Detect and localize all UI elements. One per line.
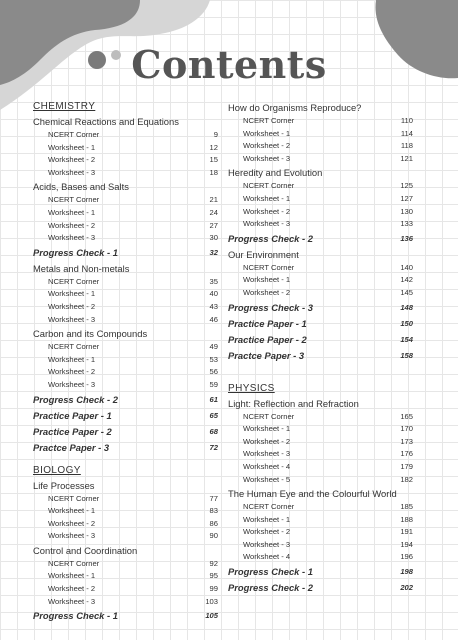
entry-label: Worksheet - 2 — [48, 518, 96, 528]
toc-subentry — [228, 539, 413, 552]
page-number: 127 — [400, 193, 413, 203]
toc-subentry — [228, 218, 413, 231]
chapter-title — [228, 396, 413, 411]
toc-right-column — [228, 100, 413, 596]
chapter-title — [228, 247, 413, 262]
page-number: 40 — [209, 289, 218, 299]
toc-subentry — [228, 206, 413, 219]
page-number: 136 — [400, 233, 413, 243]
toc-subentry — [228, 153, 413, 166]
section-heading — [33, 464, 218, 478]
entry-label: Progress Check - 2 — [228, 582, 313, 594]
entry-label: NCERT Corner — [48, 493, 100, 503]
page-number: 99 — [209, 584, 218, 594]
entry-label: NCERT Corner — [243, 411, 295, 421]
entry-label: The Human Eye and the Colourful World — [228, 488, 397, 500]
entry-label: Worksheet - 2 — [48, 367, 96, 377]
chapter-title — [33, 478, 218, 493]
page-number: 198 — [400, 567, 413, 577]
entry-label: Worksheet - 3 — [48, 596, 96, 606]
chapter-title — [228, 486, 413, 501]
toc-subentry — [33, 493, 218, 506]
page-title: Contents — [131, 42, 327, 87]
entry-label: Worksheet - 2 — [243, 141, 291, 151]
section-heading — [228, 382, 413, 396]
entry-label: NCERT Corner — [48, 195, 100, 205]
toc-subentry — [228, 128, 413, 141]
page-number: 142 — [400, 275, 413, 285]
page-number: 140 — [400, 262, 413, 272]
toc-subentry — [33, 558, 218, 571]
entry-label: Worksheet - 3 — [48, 531, 96, 541]
entry-label: Worksheet - 1 — [243, 193, 291, 203]
page-number: 150 — [400, 318, 413, 328]
toc-subentry — [228, 526, 413, 539]
toc-subentry — [228, 423, 413, 436]
entry-label: Worksheet - 1 — [48, 142, 96, 152]
page-number: 202 — [400, 583, 413, 593]
chapter-title — [33, 261, 218, 276]
page-number: 53 — [209, 354, 218, 364]
toc-subentry — [33, 154, 218, 167]
page-number: 148 — [400, 302, 413, 312]
toc-subentry — [33, 341, 218, 354]
spacer — [33, 456, 218, 464]
toc-subentry — [33, 194, 218, 207]
page-number: 103 — [205, 596, 218, 606]
entry-label: Worksheet - 3 — [243, 449, 291, 459]
page-number: 105 — [205, 611, 218, 621]
entry-label: PHYSICS — [228, 382, 275, 394]
toc-subentry — [228, 262, 413, 275]
entry-label: Progress Check - 2 — [228, 232, 313, 244]
toc-subentry — [228, 474, 413, 487]
toc-subentry — [33, 366, 218, 379]
toc-subentry — [33, 129, 218, 142]
page-number: 30 — [209, 233, 218, 243]
entry-label: NCERT Corner — [48, 130, 100, 139]
toc-highlight-entry — [33, 608, 218, 624]
page-number: 158 — [400, 350, 413, 360]
entry-label: Worksheet - 3 — [243, 153, 291, 163]
toc-subentry — [228, 180, 413, 193]
page-number: 125 — [400, 181, 413, 191]
toc-highlight-entry — [228, 332, 413, 348]
chapter-title — [228, 100, 413, 115]
toc-highlight-entry — [33, 440, 218, 456]
toc-highlight-entry — [33, 408, 218, 424]
entry-label: NCERT Corner — [48, 558, 100, 568]
entry-label: Worksheet - 2 — [243, 287, 291, 297]
toc-subentry — [228, 448, 413, 461]
entry-label: Practice Paper - 2 — [228, 333, 307, 345]
page-number: 121 — [400, 153, 413, 163]
section-heading — [33, 100, 218, 114]
toc-subentry — [33, 518, 218, 531]
entry-label: Worksheet - 2 — [48, 220, 96, 230]
entry-label: Worksheet - 2 — [48, 155, 96, 165]
entry-label: Worksheet - 2 — [48, 584, 96, 594]
page-number: 154 — [400, 334, 413, 344]
toc-subentry — [228, 411, 413, 424]
toc-subentry — [33, 142, 218, 155]
toc-subentry — [33, 314, 218, 327]
entry-label: Worksheet - 1 — [48, 571, 96, 581]
page-number: 49 — [209, 342, 218, 352]
toc-subentry — [33, 570, 218, 583]
toc-subentry — [33, 288, 218, 301]
entry-label: Worksheet - 2 — [243, 206, 291, 216]
chapter-title — [33, 543, 218, 558]
page-number: 92 — [209, 558, 218, 568]
page-number: 133 — [400, 219, 413, 229]
entry-label: Worksheet - 1 — [243, 514, 291, 524]
page-number: 176 — [400, 449, 413, 459]
page-number: 196 — [400, 552, 413, 562]
page-number: 27 — [209, 220, 218, 230]
entry-label: How do Organisms Reproduce? — [228, 102, 362, 113]
page-number: 185 — [400, 502, 413, 512]
chapter-title — [228, 165, 413, 180]
page-number: 56 — [209, 367, 218, 377]
entry-label: Worksheet - 1 — [48, 354, 96, 364]
toc-highlight-entry — [33, 245, 218, 261]
entry-label: Chemical Reactions and Equations — [33, 116, 179, 127]
toc-subentry — [33, 276, 218, 289]
toc-subentry — [33, 596, 218, 609]
entry-label: NCERT Corner — [243, 262, 295, 272]
chapter-title — [33, 326, 218, 341]
entry-label: Worksheet - 3 — [48, 167, 96, 177]
toc-highlight-entry — [228, 231, 413, 247]
entry-label: Worksheet - 2 — [243, 527, 291, 537]
entry-label: NCERT Corner — [48, 276, 100, 286]
spacer — [228, 364, 413, 382]
toc-subentry — [228, 436, 413, 449]
entry-label: Worksheet - 3 — [243, 539, 291, 549]
page-number: 95 — [209, 571, 218, 581]
entry-label: Life Processes — [33, 479, 95, 491]
toc-highlight-entry — [33, 424, 218, 440]
entry-label: Progress Check - 2 — [33, 393, 118, 405]
entry-label: Worksheet - 5 — [243, 474, 291, 484]
entry-label: Heredity and Evolution — [228, 167, 323, 179]
toc-subentry — [228, 287, 413, 300]
toc-subentry — [33, 530, 218, 543]
page-number: 110 — [400, 116, 413, 125]
entry-label: Worksheet - 3 — [48, 314, 96, 324]
entry-label: Worksheet - 3 — [243, 219, 291, 229]
entry-label: CHEMISTRY — [33, 101, 96, 112]
toc-subentry — [33, 583, 218, 596]
page-number: 32 — [209, 247, 218, 257]
page-number: 65 — [209, 410, 218, 420]
entry-label: Worksheet - 2 — [48, 301, 96, 311]
entry-label: Practice Paper - 1 — [228, 317, 307, 329]
page-number: 86 — [209, 518, 218, 528]
toc-subentry — [33, 207, 218, 220]
entry-label: Worksheet - 1 — [243, 128, 291, 138]
page-number: 90 — [209, 531, 218, 541]
page-number: 61 — [209, 394, 218, 404]
page-number: 165 — [400, 411, 413, 421]
entry-label: Worksheet - 1 — [48, 207, 96, 217]
entry-label: Progress Check - 3 — [228, 301, 313, 313]
page-number: 188 — [400, 514, 413, 524]
page-number: 12 — [209, 142, 218, 152]
toc-highlight-entry — [228, 300, 413, 316]
page-number: 68 — [209, 426, 218, 436]
toc-subentry — [33, 301, 218, 314]
entry-label: Practice Paper - 1 — [33, 409, 112, 421]
entry-label: Practice Paper - 2 — [33, 425, 112, 437]
toc-highlight-entry — [228, 348, 413, 364]
entry-label: Worksheet - 3 — [48, 233, 96, 243]
page-number: 9 — [213, 130, 218, 139]
page-number: 77 — [209, 493, 218, 503]
toc-subentry — [33, 505, 218, 518]
page-number: 194 — [400, 539, 413, 549]
toc-subentry — [228, 461, 413, 474]
toc-subentry — [33, 232, 218, 245]
page-number: 35 — [209, 276, 218, 286]
page-number: 72 — [209, 442, 218, 452]
page-number: 130 — [400, 206, 413, 216]
toc-subentry — [228, 501, 413, 514]
entry-label: Worksheet - 4 — [243, 552, 291, 562]
toc-subentry — [33, 220, 218, 233]
page-number: 43 — [209, 301, 218, 311]
entry-label: Practce Paper - 3 — [33, 441, 110, 453]
entry-label: Acids, Bases and Salts — [33, 181, 129, 193]
page-number: 15 — [209, 155, 218, 165]
page-number: 83 — [209, 506, 218, 516]
entry-label: Worksheet - 1 — [48, 506, 96, 516]
entry-label: Progress Check - 1 — [33, 610, 118, 622]
entry-label: Worksheet - 4 — [243, 461, 291, 471]
chapter-title — [33, 179, 218, 194]
entry-label: Light: Reflection and Refraction — [228, 397, 359, 409]
toc-subentry — [228, 274, 413, 287]
entry-label: NCERT Corner — [243, 502, 295, 512]
toc-subentry — [33, 379, 218, 392]
page-number: 182 — [400, 474, 413, 484]
page-number: 191 — [400, 527, 413, 537]
entry-label: Our Environment — [228, 248, 299, 260]
entry-label: Progress Check - 1 — [33, 246, 118, 258]
toc-subentry — [228, 140, 413, 153]
page-number: 46 — [209, 314, 218, 324]
toc-subentry — [228, 193, 413, 206]
entry-label: Control and Coordination — [33, 544, 138, 556]
entry-label: Progress Check - 1 — [228, 566, 313, 578]
page-number: 173 — [400, 436, 413, 446]
page-number: 18 — [209, 167, 218, 177]
toc-subentry — [228, 514, 413, 527]
entry-label: Worksheet - 3 — [48, 379, 96, 389]
toc-subentry — [228, 115, 413, 128]
page-number: 24 — [209, 207, 218, 217]
page-number: 21 — [209, 195, 218, 205]
entry-label: NCERT Corner — [243, 116, 295, 125]
entry-label: Worksheet - 1 — [243, 275, 291, 285]
entry-label: NCERT Corner — [48, 342, 100, 352]
entry-label: NCERT Corner — [243, 181, 295, 191]
toc-subentry — [33, 354, 218, 367]
page-number: 179 — [400, 461, 413, 471]
page-number: 145 — [400, 287, 413, 297]
page-number: 59 — [209, 379, 218, 389]
entry-label: Metals and Non-metals — [33, 262, 130, 274]
page-number: 114 — [400, 128, 413, 138]
entry-label: Practce Paper - 3 — [228, 349, 305, 361]
entry-label: Worksheet - 1 — [243, 424, 291, 434]
entry-label: BIOLOGY — [33, 464, 81, 476]
entry-label: Worksheet - 1 — [48, 289, 96, 299]
toc-subentry — [228, 551, 413, 564]
toc-highlight-entry — [228, 316, 413, 332]
chapter-title — [33, 114, 218, 129]
toc-highlight-entry — [228, 580, 413, 596]
toc-highlight-entry — [33, 392, 218, 408]
page-number: 118 — [400, 141, 413, 151]
toc-highlight-entry — [228, 564, 413, 580]
toc-subentry — [33, 167, 218, 180]
entry-label: Carbon and its Compounds — [33, 328, 148, 340]
toc-left-column — [33, 100, 218, 624]
entry-label: Worksheet - 2 — [243, 436, 291, 446]
page-number: 170 — [400, 424, 413, 434]
